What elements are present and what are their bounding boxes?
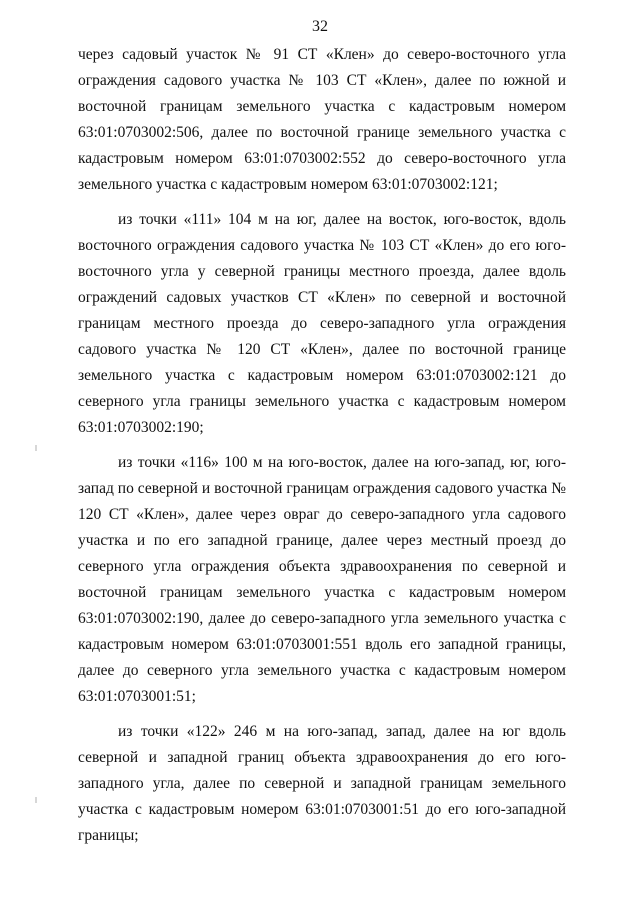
page-number: 32 xyxy=(312,18,328,35)
document-body xyxy=(78,42,566,858)
paragraph-continuation: через садовый участок № 91 СТ «Клен» до северо-восточного угла ограждения садового участка № 103 СТ «Клен», далее по южной и восточной границам земельного участка с кадастровым номером 63:01:0703002:506, далее по восточной границе земельного участка с кадастровым номером 63:01:0703002:552 до северо-восточного угла земельного участка с кадастровым номером 63:01:0703002:121; xyxy=(78,46,566,193)
margin-scan-mark xyxy=(35,797,37,803)
paragraph-point-122: из точки «122» 246 м на юго-запад, запад, далее на юг вдоль северной и западной границ объекта здравоохранения до его юго-западного угла, далее по северной и западной границам земельного участка с кадастровым номером 63:01:0703001:51 до его юго-западной границы; xyxy=(78,723,566,844)
paragraph-point-111: из точки «111» 104 м на юг, далее на восток, юго-восток, вдоль восточного ограждения садового участка № 103 СТ «Клен» до его юго-восточного угла у северной границы местного проезда, далее вдоль ограждений садовых участков СТ «Клен» по северной и восточной границам местного проезда до северо-западного угла ограждения садового участка № 120 СТ «Клен», далее по восточной границе земельного участка с кадастровым номером 63:01:0703002:121 до северного угла границы земельного участка с кадастровым номером 63:01:0703002:190; xyxy=(78,211,566,436)
margin-scan-mark xyxy=(35,445,37,451)
paragraph-point-116: из точки «116» 100 м на юго-восток, далее на юго-запад, юг, юго-запад по северной и восточной границам ограждения садового участка № 120 СТ «Клен», далее через овраг до северо-западного угла садового участка и по его западной границе, далее через местный проезд до северного угла ограждения объекта здравоохранения по северной и восточной границам земельного участка с кадастровым номером 63:01:0703002:190, далее до северо-западного угла земельного участка с кадастровым номером 63:01:0703001:551 вдоль его западной границы, далее до северного угла земельного участка с кадастровым номером 63:01:0703001:51; xyxy=(78,454,566,705)
